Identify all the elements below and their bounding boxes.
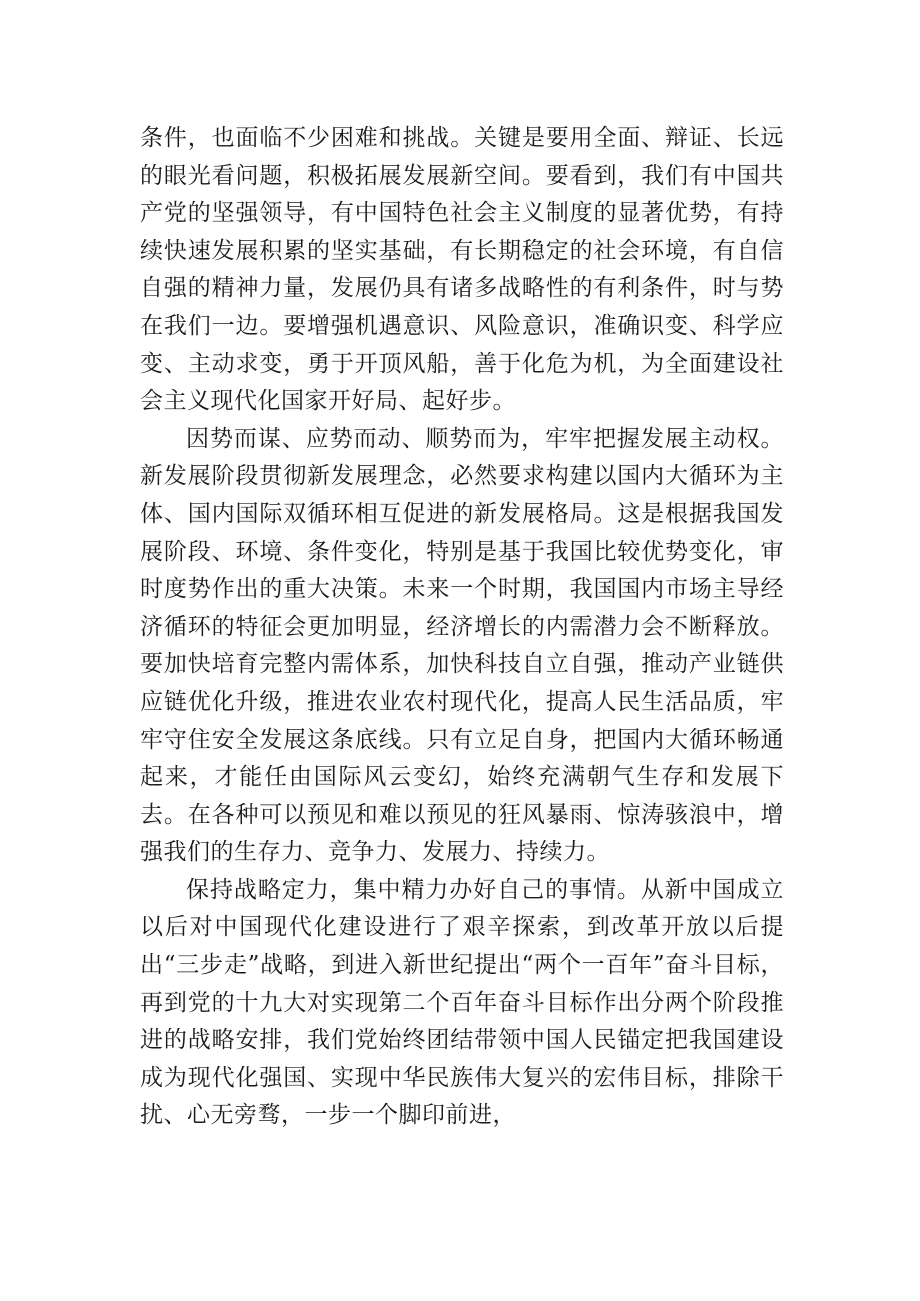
paragraph-1: 条件，也面临不少困难和挑战。关键是要用全面、辩证、长远的眼光看问题，积极拓展发展新空间。要看到，我们有中国共产党的坚强领导，有中国特色社会主义制度的显著优势，有持续快速发展积累的坚实基础，有长期稳定的社会环境，有自信自强的精神力量，发展仍具有诸多战略性的有利条件，时与势在我们一边。要增强机遇意识、风险意识，准确识变、科学应变、主动求变，勇于开顶风船，善于化危为机，为全面建设社会主义现代化国家开好局、起好步。 xyxy=(140,125,784,415)
paragraph-3: 保持战略定力，集中精力办好自己的事情。从新中国成立以后对中国现代化建设进行了艰辛探索，到改革开放以后提出“三步走”战略，到进入新世纪提出“两个一百年”奋斗目标，再到党的十九大对实现第二个百年奋斗目标作出分两个阶段推进的战略安排，我们党始终团结带领中国人民锚定把我国建设成为现代化强国、实现中华民族伟大复兴的宏伟目标，排除干扰、心无旁骛，一步一个脚印前进， xyxy=(140,876,784,1129)
document-body xyxy=(140,120,784,1135)
paragraph-2: 因势而谋、应势而动、顺势而为，牢牢把握发展主动权。新发展阶段贯彻新发展理念，必然要求构建以国内大循环为主体、国内国际双循环相互促进的新发展格局。这是根据我国发展阶段、环境、条件变化，特别是基于我国比较优势变化，审时度势作出的重大决策。未来一个时期，我国国内市场主导经济循环的特征会更加明显，经济增长的内需潜力会不断释放。要加快培育完整内需体系，加快科技自立自强，推动产业链供应链优化升级，推进农业农村现代化，提高人民生活品质，牢牢守住安全发展这条底线。只有立足自身，把国内大循环畅通起来，才能任由国际风云变幻，始终充满朝气生存和发展下去。在各种可以预见和难以预见的狂风暴雨、惊涛骇浪中，增强我们的生存力、竞争力、发展力、持续力。 xyxy=(140,425,784,866)
